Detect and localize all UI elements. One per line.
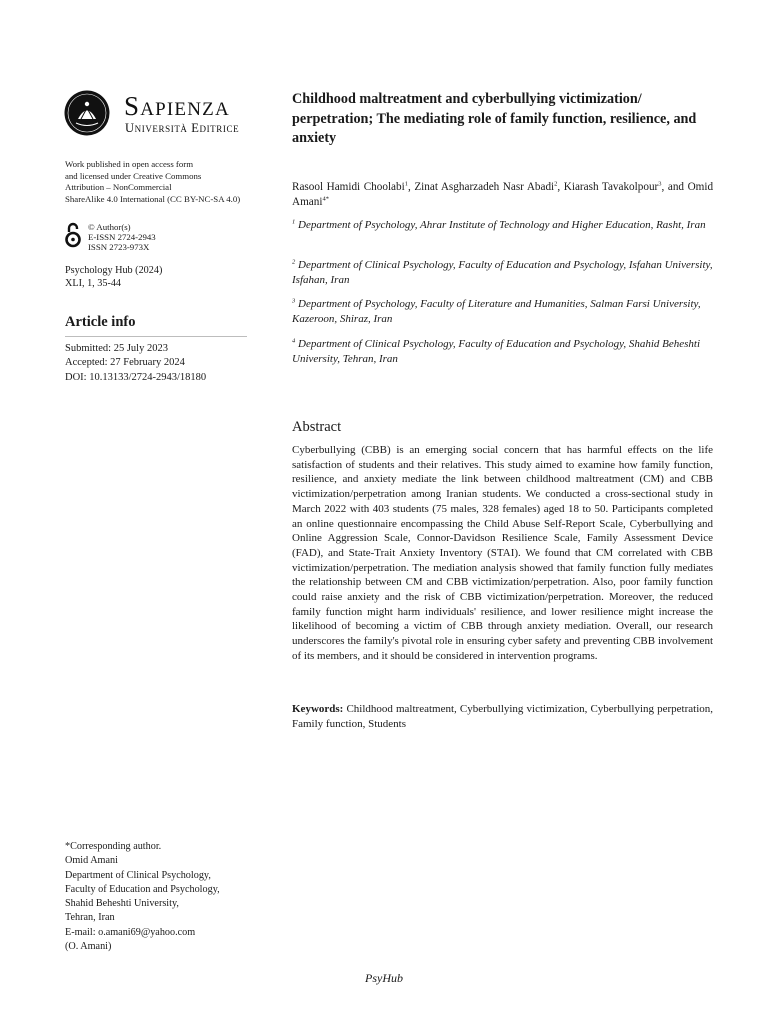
license-line: Work published in open access form <box>65 159 194 169</box>
author-sep: , and <box>661 181 688 193</box>
article-info-divider <box>65 336 247 337</box>
brand-name: Sapienza <box>124 91 230 121</box>
author-name: Omid Amani <box>292 181 714 208</box>
article-dates <box>65 342 250 385</box>
article-info-heading: Article info <box>65 314 136 330</box>
author-name: Kiarash Tavakolpour <box>563 181 659 193</box>
author-sup: 2 <box>554 180 558 188</box>
issn-line: ISSN 2723-973X <box>88 242 150 252</box>
brand-subtitle: Università Editrice <box>125 121 240 135</box>
affiliation-text: Department of Psychology, Faculty of Literature and Humanities, Salman Farsi University, Kazeroon, Shiraz, Iran <box>292 298 701 325</box>
corresp-line: (O. Amani) <box>65 941 112 953</box>
doi[interactable]: DOI: 10.13133/2724-2943/18180 <box>65 371 207 383</box>
affiliation <box>292 218 713 233</box>
affiliation-sup: 3 <box>292 297 296 305</box>
author-sup: 1 <box>404 180 408 188</box>
license-line: Attribution – NonCommercial <box>65 182 172 192</box>
identifier-lines <box>88 222 156 252</box>
corresp-line: Tehran, Iran <box>65 912 115 924</box>
corresp-email[interactable]: E-mail: o.amani69@yahoo.com <box>65 926 196 938</box>
corresp-line: Faculty of Education and Psychology, <box>65 883 220 895</box>
paper-title: Childhood maltreatment and cyberbullying victimization/ perpetration; The mediating role of family function, resilience, and anxiety <box>292 91 697 146</box>
corresp-line: *Corresponding author. <box>65 841 162 852</box>
author-sep: , <box>407 181 415 193</box>
publisher-logo <box>64 90 254 150</box>
corresponding-author <box>65 840 250 954</box>
corresp-line: Shahid Beheshti University, <box>65 898 179 910</box>
author-name: Zinat Asgharzadeh Nasr Abadi <box>414 181 555 193</box>
journal-citation <box>65 265 250 290</box>
license-notice <box>65 159 250 205</box>
abstract-body: Cyberbullying (CBB) is an emerging social concern that has harmful effects on the life satisfaction of students and their relatives. This study aimed to examine how family function, resilience, and anxiety mediate the link between childhood maltreatment (CM) and CBB victimization/perpetration among Iranian students. We conducted a cross-sectional study in March 2022 with 403 students (75 males, 328 females) aged 18 to 50. Participants completed an online questionnaire encompassing the Child Abuse Self-Report Scale, Cyberbullying and Online Aggression Scale, Connor-Davidson Resilience Scale, Family Assessment Device (FAD), and State-Trait Anxiety Inventory (STAI). We found that CM correlated with CBB victimization/perpetration. The mediation analysis showed that family function fully mediates the relationship between CM and CBB victimization/perpetration. Also, poor family function could raise anxiety and the risk of CBB victimization/perpetration. Moreover, the reduced family function might harm individuals' resilience, and lower resilience might increase the likelihood of becoming a victim of CBB through anxiety mediation. Overall, our research underscores the family's pivotal role in ensuring cyber safety and preventing CBB involvement of its members, and it should be considered in intervention programs. <box>292 444 713 662</box>
author-name: Rasool Hamidi Choolabi <box>292 181 405 193</box>
abstract-heading: Abstract <box>292 419 342 435</box>
submitted-date: Submitted: 25 July 2023 <box>65 343 168 354</box>
author-sup: 3 <box>658 180 662 188</box>
license-line: and licensed under Creative Commons <box>65 170 202 181</box>
journal-footer: PsyHub <box>365 971 403 985</box>
author-list <box>292 180 713 210</box>
journal-volume: XLI, 1, 35-44 <box>65 277 122 289</box>
author-sep: , <box>557 181 564 193</box>
corresp-line: Department of Clinical Psychology, <box>65 869 211 881</box>
affiliation-text: Department of Psychology, Ahrar Institute of Technology and Higher Education, Rasht, Iran <box>298 219 706 231</box>
affiliation-sup: 1 <box>292 218 296 226</box>
license-line: ShareAlike 4.0 International (CC BY-NC-SA 4.0) <box>65 193 241 204</box>
affiliation-sup: 4 <box>292 337 296 345</box>
accepted-date: Accepted: 27 February 2024 <box>65 357 185 369</box>
keywords <box>292 702 713 731</box>
sapienza-seal-icon <box>64 90 110 136</box>
affiliation <box>292 337 713 366</box>
open-access-icon <box>65 222 81 248</box>
keywords-label: Keywords: <box>292 703 344 715</box>
journal-name: Psychology Hub (2024) <box>65 265 163 276</box>
author-sup: 4* <box>322 195 329 203</box>
corresp-line: Omid Amani <box>65 855 118 867</box>
affiliation-text: Department of Clinical Psychology, Faculty of Education and Psychology, Shahid Beheshti University, Tehran, Iran <box>292 338 701 365</box>
eissn-line: E-ISSN 2724-2943 <box>88 232 156 242</box>
affiliation-text: Department of Clinical Psychology, Faculty of Education and Psychology, Isfahan University, Isfahan, Iran <box>292 259 713 286</box>
affiliation <box>292 297 713 326</box>
affiliation <box>292 258 713 287</box>
copyright-line: © Author(s) <box>88 222 131 232</box>
affiliation-sup: 2 <box>292 258 296 266</box>
keywords-text: Childhood maltreatment, Cyberbullying victimization, Cyberbullying perpetration, Family function, Students <box>292 703 713 730</box>
